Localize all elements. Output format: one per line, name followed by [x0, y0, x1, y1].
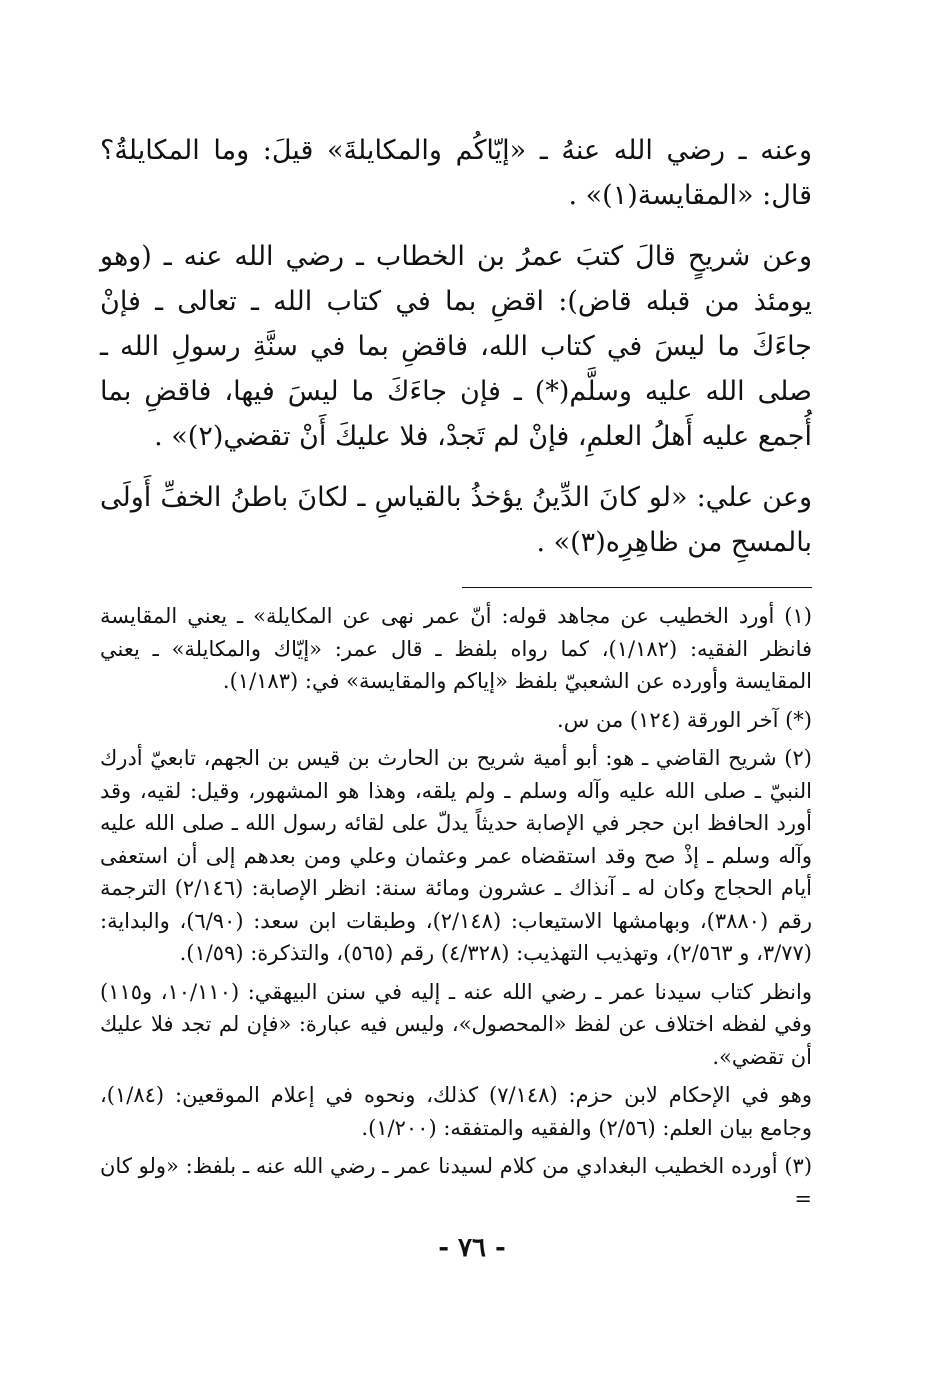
main-paragraph: وعنه ـ رضي الله عنهُ ـ «إيّاكُم والمكايلةَ» قيلَ: وما المكايلةُ؟ قال: «المقايسة(١)» .	[100, 135, 812, 211]
footnote: (١) أورد الخطيب عن مجاهد قوله: أنّ عمر نهى عن المكايلة» ـ يعني المقايسة فانظر الفقيه: (١/١٨٢)، كما رواه بلفظ ـ قال عمر: «إيّاك والمكايلة» ـ يعني المقايسة وأورده عن الشعبيّ بلفظ «إياكم والمقايسة» في: (١/١٨٣).	[100, 604, 813, 693]
main-paragraph: وعن علي: «لو كانَ الدِّينُ يؤخذُ بالقياسِ ـ لكانَ باطنُ الخفِّ أَولَى بالمسحِ من ظاهِرِه(٣)» .	[100, 482, 812, 558]
footnote: (٣) أورده الخطيب البغدادي من كلام لسيدنا عمر ـ رضي الله عنه ـ بلفظ: «ولو كان =	[100, 1154, 813, 1211]
footnote: وهو في الإحكام لابن حزم: (٧/١٤٨) كذلك، ونحوه في إعلام الموقعين: (١/٨٤)، وجامع بيان العلم: (٢/٥٦) والفقيه والمتفقه: (١/٢٠٠).	[100, 1083, 812, 1140]
footnote-divider	[462, 587, 812, 588]
footnote: (٢) شريح القاضي ـ هو: أبو أمية شريح بن الحارث بن قيس بن الجهم، تابعيّ أدرك النبيّ ـ صلى الله عليه وآله وسلم ـ ولم يلقه، وهذا هو المشهور، وقيل: لقيه، وقد أورد الحافظ ابن حجر في الإصابة حديثاً يدلّ على لقائه رسول الله ـ صلى الله عليه وآله وسلم ـ إذْ صح وقد استقضاه عمر وعثمان وعلي ومن بعدهم إلى أن استعفى أيام الحجاج وكان له ـ آنذاك ـ عشرون ومائة سنة: انظر الإصابة: (٢/١٤٦) الترجمة رقم (٣٨٨٠)، وبهامشها الاستيعاب: (٢/١٤٨)، وطبقات ابن سعد: (٦/٩٠)، والبداية: (٣/٧٧، و ٢/٥٦٣)، وتهذيب التهذيب: (٤/٣٢٨) رقم (٥٦٥)، والتذكرة: (١/٥٩).	[100, 746, 812, 965]
footnote: وانظر كتاب سيدنا عمر ـ رضي الله عنه ـ إليه في سنن البيهقي: (١٠/١١٠، و١١٥) وفي لفظه اختلاف عن لفظ «المحصول»، وليس فيه عبارة: «فإن لم تجد فلا عليك أن تقضي».	[100, 979, 812, 1069]
page-number: - ٧٦ -	[438, 1233, 506, 1263]
main-paragraph: وعن شريحٍ قالَ كتبَ عمرُ بن الخطاب ـ رضي الله عنه ـ (وهو يومئذ من قبله قاض): اقضِ بما في كتاب الله ـ تعالى ـ فإنْ جاءَكَ ما ليسَ في كتاب الله، فاقضِ بما في سنَّةِ رسولِ الله ـ صلى الله عليه وسلَّم(*) ـ فإن جاءَكَ ما ليسَ فيها، فاقضِ بما أُجمع عليه أَهلُ العلمِ، فإنْ لم تَجدْ، فلا عليكَ أَنْ تقضي(٢)» .	[100, 241, 812, 452]
footnotes	[100, 600, 812, 1215]
page-body	[100, 128, 812, 1221]
main-text	[100, 128, 812, 565]
footnote: (*) آخر الورقة (١٢٤) من س.	[557, 707, 812, 732]
